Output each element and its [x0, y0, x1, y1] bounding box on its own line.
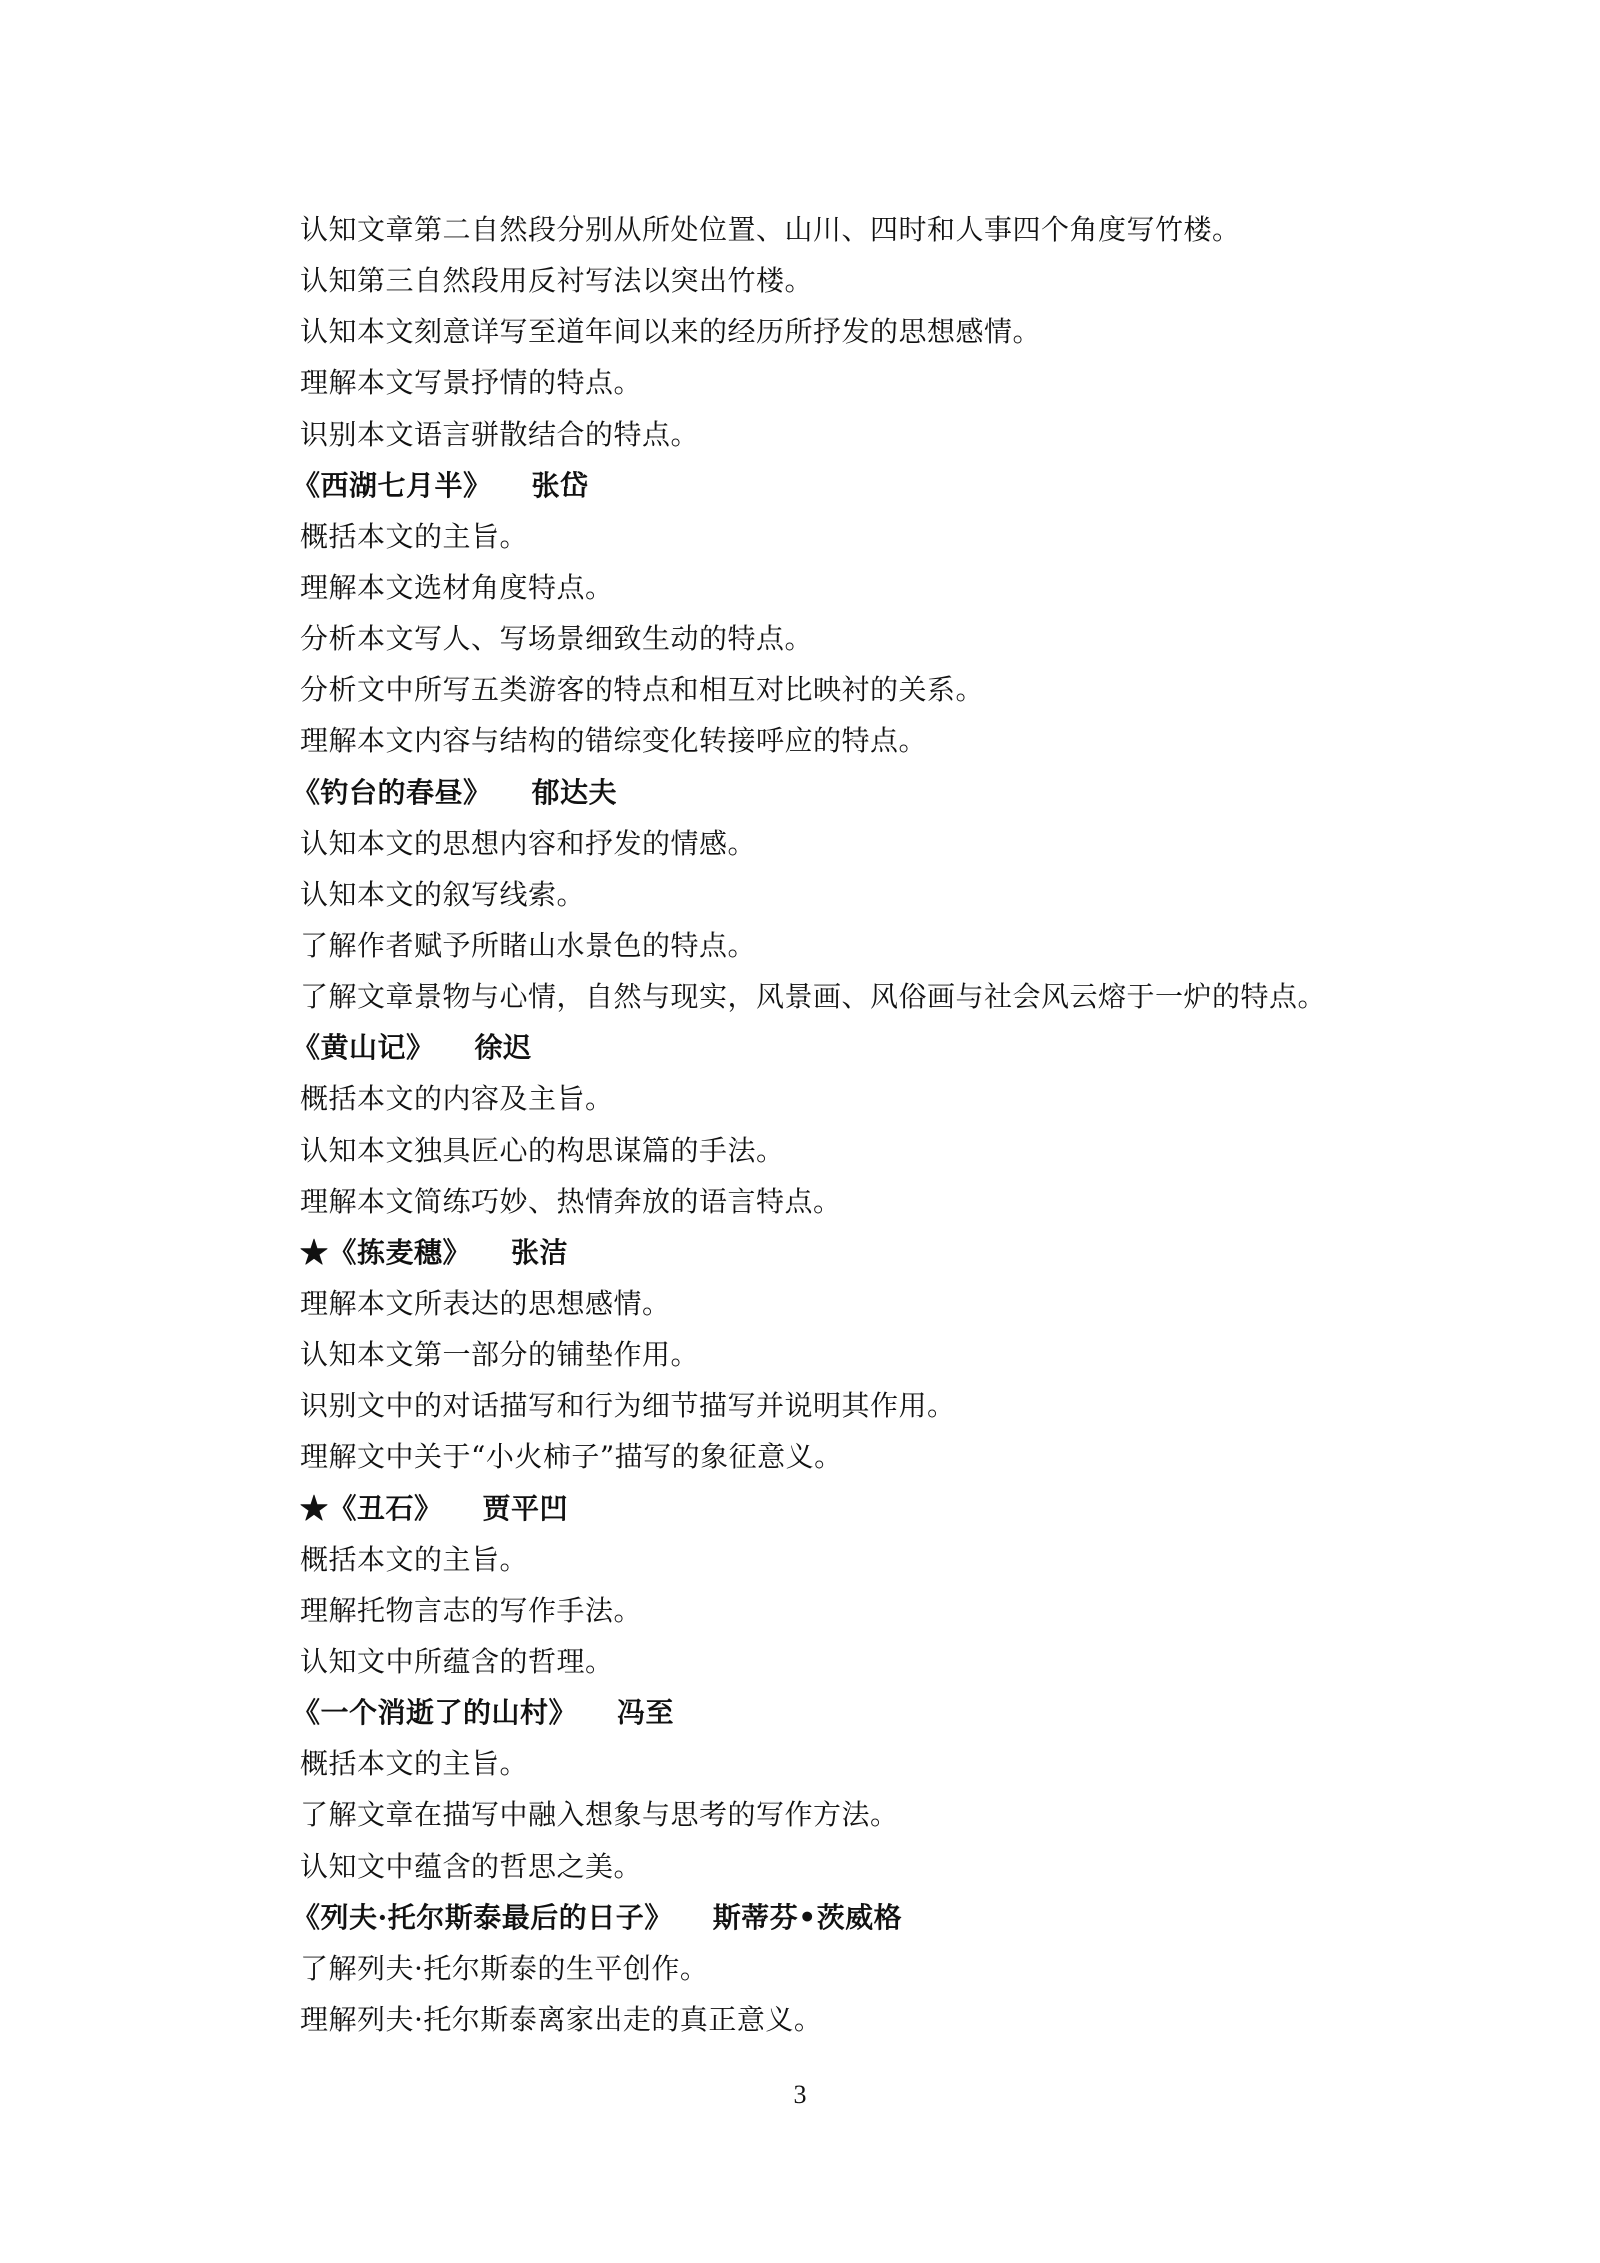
work-author: 张洁 [511, 1235, 569, 1269]
objective-line: 认知本文刻意详写至道年间以来的经历所抒发的思想感情。 [300, 315, 1042, 349]
work-title: 《钓台的春昼》 [292, 775, 492, 809]
page-content [292, 204, 1420, 2045]
objective-line: 认知文中蕴含的哲思之美。 [300, 1849, 643, 1883]
objective-line: 认知本文的叙写线索。 [300, 877, 586, 911]
objective-line: 认知文中所蕴含的哲理。 [300, 1644, 614, 1678]
work-author: 斯蒂芬•茨威格 [712, 1900, 903, 1934]
objective-line: 概括本文的内容及主旨。 [300, 1082, 614, 1116]
objective-line: 认知本文的思想内容和抒发的情感。 [300, 826, 757, 860]
objective-line: 概括本文的主旨。 [300, 1747, 529, 1781]
objective-line: 了解列夫·托尔斯泰的生平创作。 [300, 1951, 709, 1985]
objective-line: 认知第三自然段用反衬写法以突出竹楼。 [300, 264, 814, 298]
objective-line: 概括本文的主旨。 [300, 1542, 529, 1576]
objective-line: 认知文章第二自然段分别从所处位置、山川、四时和人事四个角度写竹楼。 [300, 213, 1241, 246]
section-title [292, 460, 1420, 511]
section-title [292, 1687, 1420, 1738]
work-title: ★《拣麦穗》 [300, 1235, 472, 1269]
work-author: 冯至 [617, 1696, 675, 1730]
objective-line: 了解文章在描写中融入想象与思考的写作方法。 [300, 1798, 899, 1832]
objective-line: 理解本文写景抒情的特点。 [300, 366, 643, 400]
objective-line: 了解文章景物与心情，自然与现实，风景画、风俗画与社会风云熔于一炉的特点。 [300, 980, 1327, 1014]
work-author: 张岱 [531, 468, 589, 502]
objective-line: 识别文中的对话描写和行为细节描写并说明其作用。 [300, 1389, 956, 1423]
work-author: 徐迟 [474, 1031, 532, 1065]
objective-line: 识别本文语言骈散结合的特点。 [300, 417, 700, 451]
page-number: 3 [793, 2080, 807, 2109]
work-author: 贾平凹 [482, 1491, 569, 1525]
work-title: ★《丑石》 [300, 1491, 443, 1525]
objective-line: 理解文中关于“小火柿子”描写的象征意义。 [300, 1440, 843, 1474]
work-title: 《一个消逝了的山村》 [292, 1696, 578, 1730]
objective-line: 理解本文简练巧妙、热情奔放的语言特点。 [300, 1184, 842, 1218]
objective-line: 认知本文第一部分的铺垫作用。 [300, 1338, 700, 1372]
section-title [292, 767, 1420, 818]
objective-line: 理解本文选材角度特点。 [300, 570, 614, 604]
objective-line: 概括本文的主旨。 [300, 519, 529, 553]
objective-line: 理解本文内容与结构的错综变化转接呼应的特点。 [300, 724, 928, 758]
objective-line: 分析文中所写五类游客的特点和相互对比映衬的关系。 [300, 673, 985, 707]
section-title [292, 1022, 1420, 1073]
objective-line: 理解列夫·托尔斯泰离家出走的真正意义。 [300, 2002, 823, 2036]
work-author: 郁达夫 [531, 775, 618, 809]
work-title: 《西湖七月半》 [292, 468, 492, 502]
objective-line: 理解本文所表达的思想感情。 [300, 1286, 671, 1320]
section-title [300, 1227, 1420, 1278]
section-title [300, 1483, 1420, 1534]
objective-line: 分析本文写人、写场景细致生动的特点。 [300, 622, 814, 656]
section-title [292, 1892, 1420, 1943]
work-title: 《黄山记》 [292, 1031, 435, 1065]
objective-line: 认知本文独具匠心的构思谋篇的手法。 [300, 1133, 785, 1167]
work-title: 《列夫·托尔斯泰最后的日子》 [292, 1900, 673, 1934]
objective-line: 了解作者赋予所睹山水景色的特点。 [300, 928, 757, 962]
objective-line: 理解托物言志的写作手法。 [300, 1593, 643, 1627]
